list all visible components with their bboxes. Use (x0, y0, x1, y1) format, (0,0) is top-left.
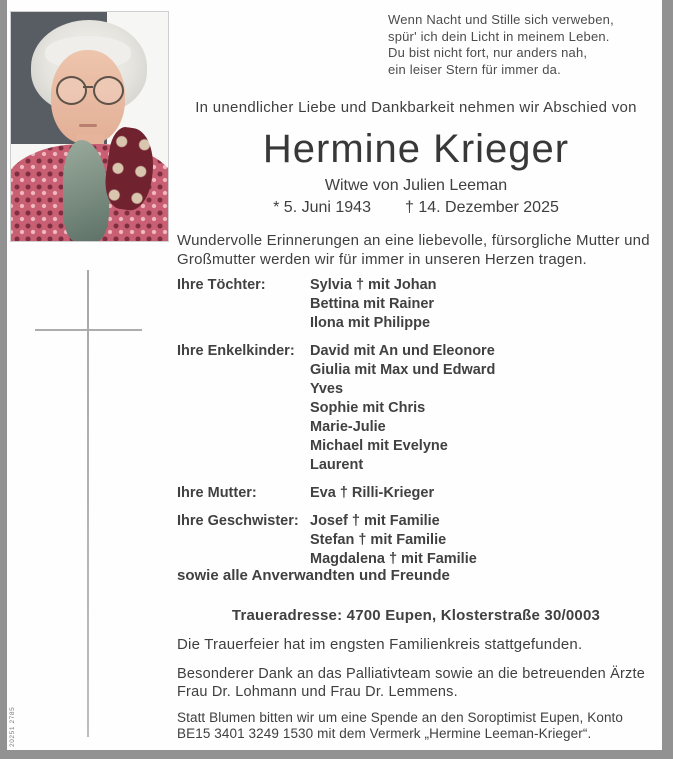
family-name: Bettina mit Rainer (310, 296, 435, 312)
family-name: Laurent (310, 457, 364, 473)
deceased-name: Hermine Krieger (262, 127, 570, 171)
family-name: Josef † mit Familie (310, 513, 440, 529)
family-label: Ihre Enkelkinder: (177, 343, 295, 359)
family-names (310, 484, 434, 503)
family-name: Marie-Julie (310, 419, 386, 435)
family-label: Ihre Geschwister: (177, 513, 299, 529)
birth-date: * 5. Juni 1943 (273, 199, 371, 216)
family-names (310, 342, 495, 475)
poem-line: ein leiser Stern für immer da. (388, 61, 561, 77)
family-label: Ihre Töchter: (177, 277, 266, 293)
funeral-note: Die Trauerfeier hat im engsten Familienkreis stattgefunden. (177, 636, 583, 653)
mourners-list (177, 276, 655, 578)
family-name: Sophie mit Chris (310, 400, 426, 416)
family-label: Ihre Mutter: (177, 485, 257, 501)
glasses-icon (93, 76, 124, 105)
family-name: Stefan † mit Familie (310, 532, 447, 548)
family-name: Sylvia † mit Johan (310, 277, 437, 293)
glasses-bridge (83, 86, 93, 88)
poem-line: spür' ich dein Licht in meinem Leben. (388, 28, 610, 44)
family-name: Michael mit Evelyne (310, 438, 448, 454)
death-date: † 14. Dezember 2025 (404, 199, 559, 216)
thanks-note: Besonderer Dank an das Palliativteam sowie an die betreuenden Ärzte Frau Dr. Lohmann und Frau Dr. Lemmens. (177, 666, 646, 700)
portrait-photo (10, 11, 169, 242)
family-name: Eva † Rilli-Krieger (310, 485, 435, 501)
photo-mouth (79, 124, 97, 127)
obituary-card (7, 0, 662, 750)
life-dates (177, 199, 655, 217)
family-name: Ilona mit Philippe (310, 315, 431, 331)
farewell-intro: In unendlicher Liebe und Dankbarkeit nehmen wir Abschied von (195, 99, 637, 116)
family-row-daughters (177, 276, 655, 333)
poem-line: Wenn Nacht und Stille sich verweben, (388, 12, 614, 27)
tribute-text: Wundervolle Erinnerungen an eine liebevolle, fürsorgliche Mutter und Großmutter werden wir für immer in unseren Herzen tragen. (177, 232, 650, 268)
family-names (310, 276, 437, 333)
family-name: Magdalena † mit Familie (310, 551, 477, 567)
family-name: Yves (310, 381, 344, 397)
memorial-cross-icon (35, 329, 142, 331)
print-code: 20251 2785 (9, 706, 16, 747)
deceased-relation: Witwe von Julien Leeman (324, 177, 508, 194)
glasses-icon (56, 76, 87, 105)
family-names (310, 512, 477, 569)
family-row-grandchildren (177, 342, 655, 475)
mourning-address: Traueradresse: 4700 Eupen, Klosterstraße 30/0003 (231, 607, 601, 624)
family-row-siblings (177, 512, 655, 569)
family-row-mother (177, 484, 655, 503)
closing-line: sowie alle Anverwandten und Freunde (177, 567, 450, 584)
poem-line: Du bist nicht fort, nur anders nah, (388, 45, 588, 60)
memorial-cross-icon (87, 270, 89, 737)
memorial-poem (388, 12, 614, 78)
family-name: Giulia mit Max und Edward (310, 362, 496, 378)
donation-note: Statt Blumen bitten wir um eine Spende an den Soroptimist Eupen, Konto BE15 3401 3249 1530 mit dem Vermerk „Hermine Leeman-Krieger“. (177, 710, 624, 741)
family-name: David mit An und Eleonore (310, 343, 495, 359)
